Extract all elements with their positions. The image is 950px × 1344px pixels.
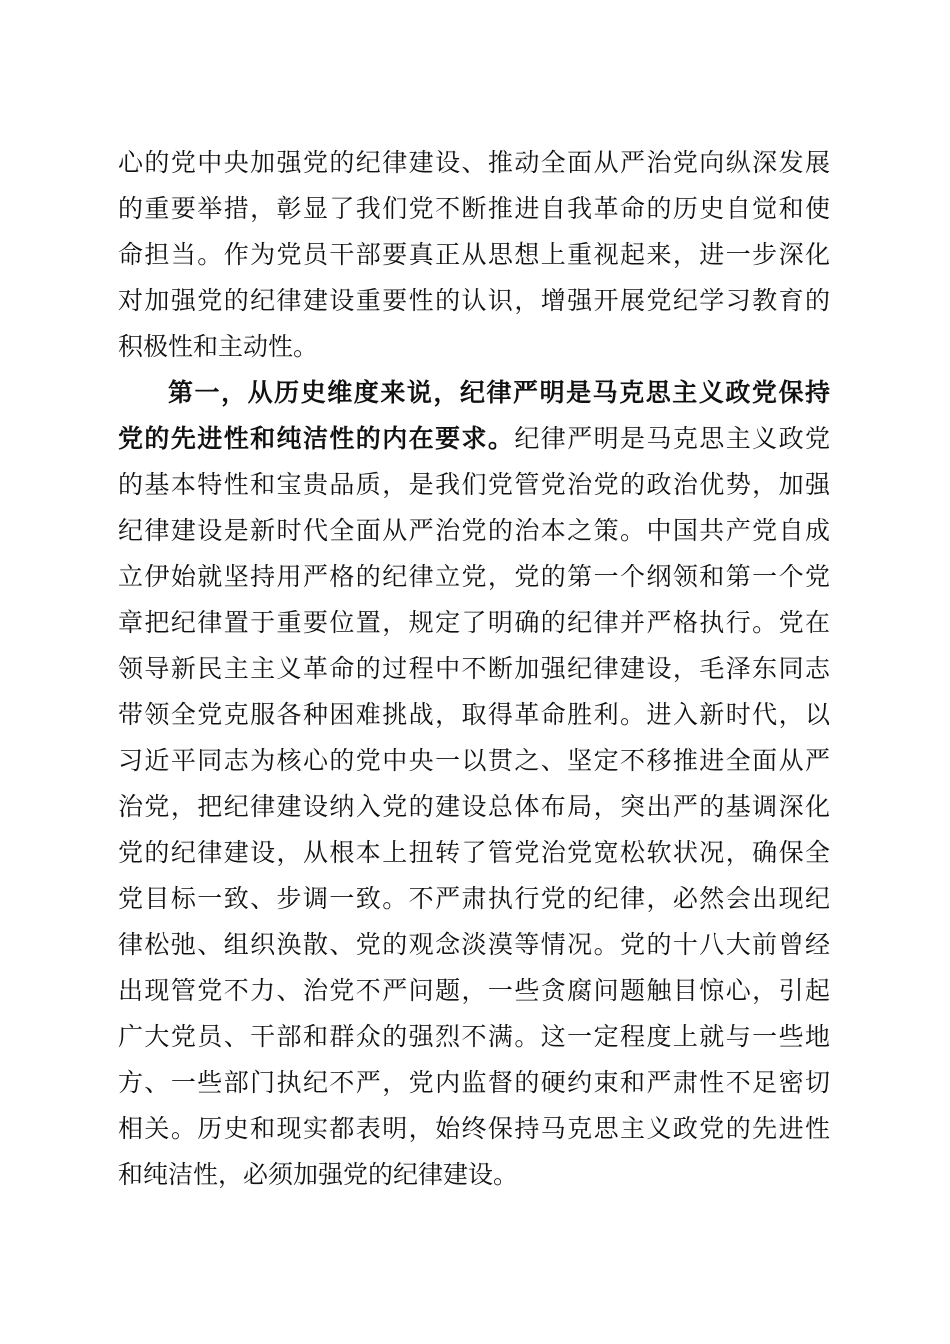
section-heading-tail: 党的先进性和纯洁性的内在要求。 (118, 424, 515, 453)
text-line: 治党，把纪律建设纳入党的建设总体布局，突出严的基调深化 (118, 792, 830, 821)
text-line (118, 419, 830, 459)
text-line: 和纯洁性，必须加强党的纪律建设。 (118, 1160, 519, 1189)
text-line: 党的纪律建设，从根本上扭转了管党治党宽松软状况，确保全 (118, 838, 830, 867)
text-line: 立伊始就坚持用严格的纪律立党，党的第一个纲领和第一个党 (118, 562, 830, 591)
text-line: 的基本特性和宝贵品质，是我们党管党治党的政治优势，加强 (118, 470, 830, 499)
text-line: 命担当。作为党员干部要真正从思想上重视起来，进一步深化 (118, 240, 830, 269)
text-span: 纪律严明是马克思主义政党 (514, 424, 830, 453)
text-line: 纪律建设是新时代全面从严治党的治本之策。中国共产党自成 (118, 516, 830, 545)
text-line: 章把纪律置于重要位置，规定了明确的纪律并严格执行。党在 (118, 608, 830, 637)
text-line: 领导新民主主义革命的过程中不断加强纪律建设，毛泽东同志 (118, 654, 830, 683)
text-line: 积极性和主动性。 (118, 332, 319, 361)
text-line: 广大党员、干部和群众的强烈不满。这一定程度上就与一些地 (118, 1022, 830, 1051)
text-line: 习近平同志为核心的党中央一以贯之、坚定不移推进全面从严 (118, 746, 830, 775)
text-line: 方、一些部门执纪不严，党内监督的硬约束和严肃性不足密切 (118, 1068, 830, 1097)
text-line: 对加强党的纪律建设重要性的认识，增强开展党纪学习教育的 (118, 286, 830, 315)
text-line: 相关。历史和现实都表明，始终保持马克思主义政党的先进性 (118, 1114, 830, 1143)
text-line: 带领全党克服各种困难挑战，取得革命胜利。进入新时代，以 (118, 700, 830, 729)
text-line: 的重要举措，彰显了我们党不断推进自我革命的历史自觉和使 (118, 194, 830, 223)
text-line: 党目标一致、步调一致。不严肃执行党的纪律，必然会出现纪 (118, 884, 830, 913)
text-line: 出现管党不力、治党不严问题，一些贪腐问题触目惊心，引起 (118, 976, 830, 1005)
text-line: 心的党中央加强党的纪律建设、推动全面从严治党向纵深发展 (118, 148, 830, 177)
text-line: 律松弛、组织涣散、党的观念淡漠等情况。党的十八大前曾经 (118, 930, 830, 959)
section-heading-line: 第一，从历史维度来说，纪律严明是马克思主义政党保持 (168, 378, 830, 407)
